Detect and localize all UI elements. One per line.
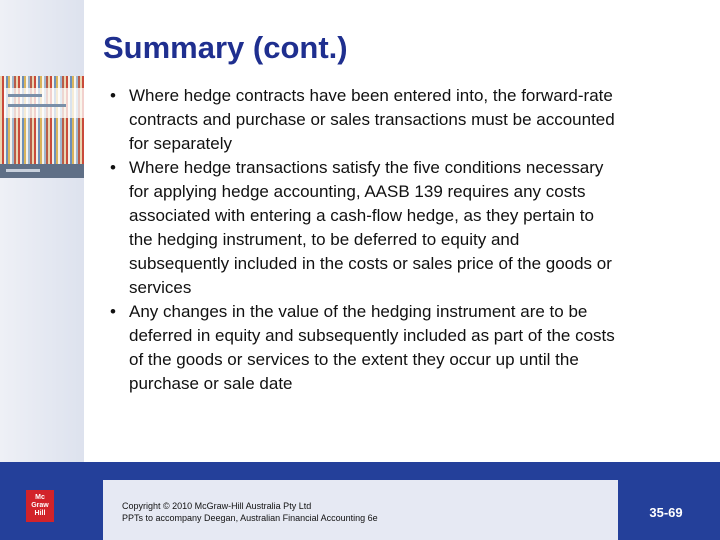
bullet-line: for applying hedge accounting, AASB 139 requires any costs bbox=[129, 182, 586, 201]
slide-number: 35-69 bbox=[649, 505, 683, 520]
bullet-line: Where hedge contracts have been entered into, the forward-rate bbox=[129, 86, 613, 105]
bullet-line: subsequently included in the costs or sales price of the goods or bbox=[129, 254, 612, 273]
bullet-list bbox=[103, 84, 703, 396]
mcgraw-hill-logo bbox=[26, 490, 54, 522]
bullet-marker: • bbox=[110, 302, 116, 321]
logo-text: Hill bbox=[34, 510, 46, 517]
copyright-line: Copyright © 2010 McGraw-Hill Australia Pty Ltd bbox=[122, 501, 312, 511]
bullet-line: deferred in equity and subsequently included as part of the costs bbox=[129, 326, 615, 345]
bullet-line: Where hedge transactions satisfy the five conditions necessary bbox=[129, 158, 604, 177]
bullet-line: services bbox=[129, 278, 192, 297]
bullet-marker: • bbox=[110, 158, 116, 177]
bullet-line: for separately bbox=[129, 134, 232, 153]
bullet-item bbox=[103, 300, 703, 396]
slide-title: Summary (cont.) bbox=[103, 30, 348, 65]
book-cover-title-line bbox=[8, 104, 66, 107]
book-cover-image bbox=[0, 76, 84, 178]
bullet-line: Any changes in the value of the hedging instrument are to be bbox=[129, 302, 588, 321]
bullet-line: purchase or sale date bbox=[129, 374, 293, 393]
bullet-text bbox=[129, 158, 612, 297]
book-cover-author-line bbox=[6, 169, 40, 172]
copyright-notice bbox=[122, 500, 378, 524]
bullet-line: contracts and purchase or sales transactions must be accounted bbox=[129, 110, 615, 129]
logo-text: Mc bbox=[35, 494, 45, 501]
bullet-marker: • bbox=[110, 86, 116, 105]
bullet-line: associated with entering a cash-flow hedge, as they pertain to bbox=[129, 206, 594, 225]
book-cover-title-line bbox=[8, 94, 42, 97]
copyright-line: PPTs to accompany Deegan, Australian Financial Accounting 6e bbox=[122, 513, 378, 523]
book-cover-title-band bbox=[4, 88, 84, 118]
bullet-line: the hedging instrument, to be deferred to equity and bbox=[129, 230, 520, 249]
bullet-text bbox=[129, 302, 615, 393]
logo-text: Graw bbox=[31, 502, 49, 509]
bullet-text bbox=[129, 86, 615, 153]
bullet-line: of the goods or services to the extent they occur up until the bbox=[129, 350, 579, 369]
bullet-item bbox=[103, 156, 703, 300]
bullet-item bbox=[103, 84, 703, 156]
